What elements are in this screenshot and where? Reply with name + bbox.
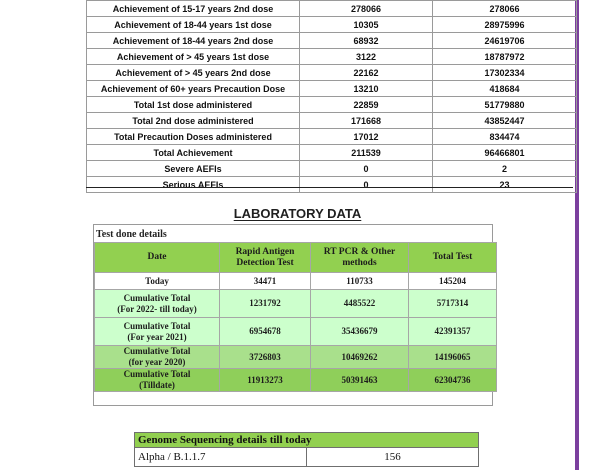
vaccination-cumulative-value: 51779880 xyxy=(433,97,577,113)
row-rat: 6954678 xyxy=(220,318,311,346)
header-rtpcr: RT PCR & Other methods xyxy=(311,243,409,273)
lab-row-today xyxy=(95,273,497,290)
vaccination-cumulative-value: 28975996 xyxy=(433,17,577,33)
row-date-line1: Cumulative Total xyxy=(123,346,191,356)
laboratory-data-title: LABORATORY DATA xyxy=(233,206,362,221)
row-date-line1: Cumulative Total xyxy=(123,292,191,303)
vaccination-cumulative-value: 834474 xyxy=(433,129,577,145)
lab-row-2021 xyxy=(95,318,497,346)
row-date xyxy=(95,346,220,369)
vaccination-today-value: 278066 xyxy=(300,1,433,17)
vaccination-row xyxy=(87,161,577,177)
vaccination-label: Achievement of 18-44 years 2nd dose xyxy=(87,33,300,49)
row-date xyxy=(95,369,220,392)
vaccination-label: Achievement of > 45 years 1st dose xyxy=(87,49,300,65)
vaccination-row xyxy=(87,65,577,81)
test-done-caption: Test done details xyxy=(96,229,167,240)
genome-row xyxy=(135,448,479,467)
lab-row-2022 xyxy=(95,290,497,318)
row-total: 14196065 xyxy=(409,346,497,369)
row-date-line1: Cumulative Total xyxy=(123,369,191,379)
row-rat: 1231792 xyxy=(220,290,311,318)
vaccination-row xyxy=(87,49,577,65)
row-total: 5717314 xyxy=(409,290,497,318)
vaccination-label: Total 2nd dose administered xyxy=(87,113,300,129)
vaccination-row xyxy=(87,177,577,193)
row-total: 145204 xyxy=(409,273,497,290)
vaccination-today-value: 68932 xyxy=(300,33,433,49)
genome-header-row xyxy=(135,433,479,448)
vaccination-label: Achievement of 15-17 years 2nd dose xyxy=(87,1,300,17)
vaccination-cumulative-value: 23 xyxy=(433,177,577,193)
row-date xyxy=(95,318,220,346)
vaccination-today-value: 17012 xyxy=(300,129,433,145)
row-rat: 34471 xyxy=(220,273,311,290)
genome-sequencing-table xyxy=(134,432,479,467)
vaccination-label: Total Achievement xyxy=(87,145,300,161)
lab-row-2020 xyxy=(95,346,497,369)
vaccination-label: Achievement of 18-44 years 1st dose xyxy=(87,17,300,33)
vaccination-today-value: 0 xyxy=(300,161,433,177)
row-rat: 11913273 xyxy=(220,369,311,392)
vaccination-cumulative-value: 24619706 xyxy=(433,33,577,49)
header-total-test: Total Test xyxy=(409,243,497,273)
vaccination-cumulative-value: 278066 xyxy=(433,1,577,17)
vaccination-today-value: 10305 xyxy=(300,17,433,33)
genome-count: 156 xyxy=(307,448,479,467)
vaccination-today-value: 0 xyxy=(300,177,433,193)
row-date-line2: (For 2022- till today) xyxy=(117,303,197,314)
vaccination-row xyxy=(87,129,577,145)
vaccination-row xyxy=(87,145,577,161)
row-rat: 3726803 xyxy=(220,346,311,369)
vaccination-label: Total 1st dose administered xyxy=(87,97,300,113)
vaccination-row xyxy=(87,1,577,17)
vaccination-today-value: 211539 xyxy=(300,145,433,161)
row-rtpcr: 35436679 xyxy=(311,318,409,346)
row-date: Today xyxy=(95,273,220,290)
vaccination-label: Serious AEFIs xyxy=(87,177,300,193)
vaccination-cumulative-value: 17302334 xyxy=(433,65,577,81)
header-date: Date xyxy=(95,243,220,273)
vaccination-table-bottom-rule xyxy=(86,187,573,188)
vaccination-today-value: 22859 xyxy=(300,97,433,113)
laboratory-table xyxy=(94,242,497,392)
vaccination-label: Severe AEFIs xyxy=(87,161,300,177)
vaccination-cumulative-value: 2 xyxy=(433,161,577,177)
vaccination-table xyxy=(86,0,577,193)
row-date-line1: Cumulative Total xyxy=(123,320,191,331)
genome-variant: Alpha / B.1.1.7 xyxy=(135,448,307,467)
genome-title: Genome Sequencing details till today xyxy=(135,433,479,448)
row-rtpcr: 50391463 xyxy=(311,369,409,392)
lab-header-row xyxy=(95,243,497,273)
lab-row-tilldate xyxy=(95,369,497,392)
vaccination-cumulative-value: 43852447 xyxy=(433,113,577,129)
vaccination-label: Achievement of 60+ years Precaution Dose xyxy=(87,81,300,97)
row-date xyxy=(95,290,220,318)
row-rtpcr: 10469262 xyxy=(311,346,409,369)
vaccination-row xyxy=(87,97,577,113)
vaccination-today-value: 171668 xyxy=(300,113,433,129)
vaccination-today-value: 22162 xyxy=(300,65,433,81)
row-total: 42391357 xyxy=(409,318,497,346)
vaccination-cumulative-value: 96466801 xyxy=(433,145,577,161)
vaccination-today-value: 3122 xyxy=(300,49,433,65)
row-rtpcr: 4485522 xyxy=(311,290,409,318)
vaccination-label: Achievement of > 45 years 2nd dose xyxy=(87,65,300,81)
vaccination-row xyxy=(87,81,577,97)
vaccination-label: Total Precaution Doses administered xyxy=(87,129,300,145)
row-total: 62304736 xyxy=(409,369,497,392)
vaccination-row xyxy=(87,17,577,33)
vaccination-cumulative-value: 418684 xyxy=(433,81,577,97)
vaccination-row xyxy=(87,113,577,129)
vaccination-today-value: 13210 xyxy=(300,81,433,97)
row-date-line2: (Tilldate) xyxy=(139,380,175,390)
row-date-line2: (for year 2020) xyxy=(128,357,186,367)
vaccination-row xyxy=(87,33,577,49)
vaccination-cumulative-value: 18787972 xyxy=(433,49,577,65)
row-rtpcr: 110733 xyxy=(311,273,409,290)
row-date-line2: (For year 2021) xyxy=(127,331,187,342)
header-rapid-antigen: Rapid Antigen Detection Test xyxy=(220,243,311,273)
